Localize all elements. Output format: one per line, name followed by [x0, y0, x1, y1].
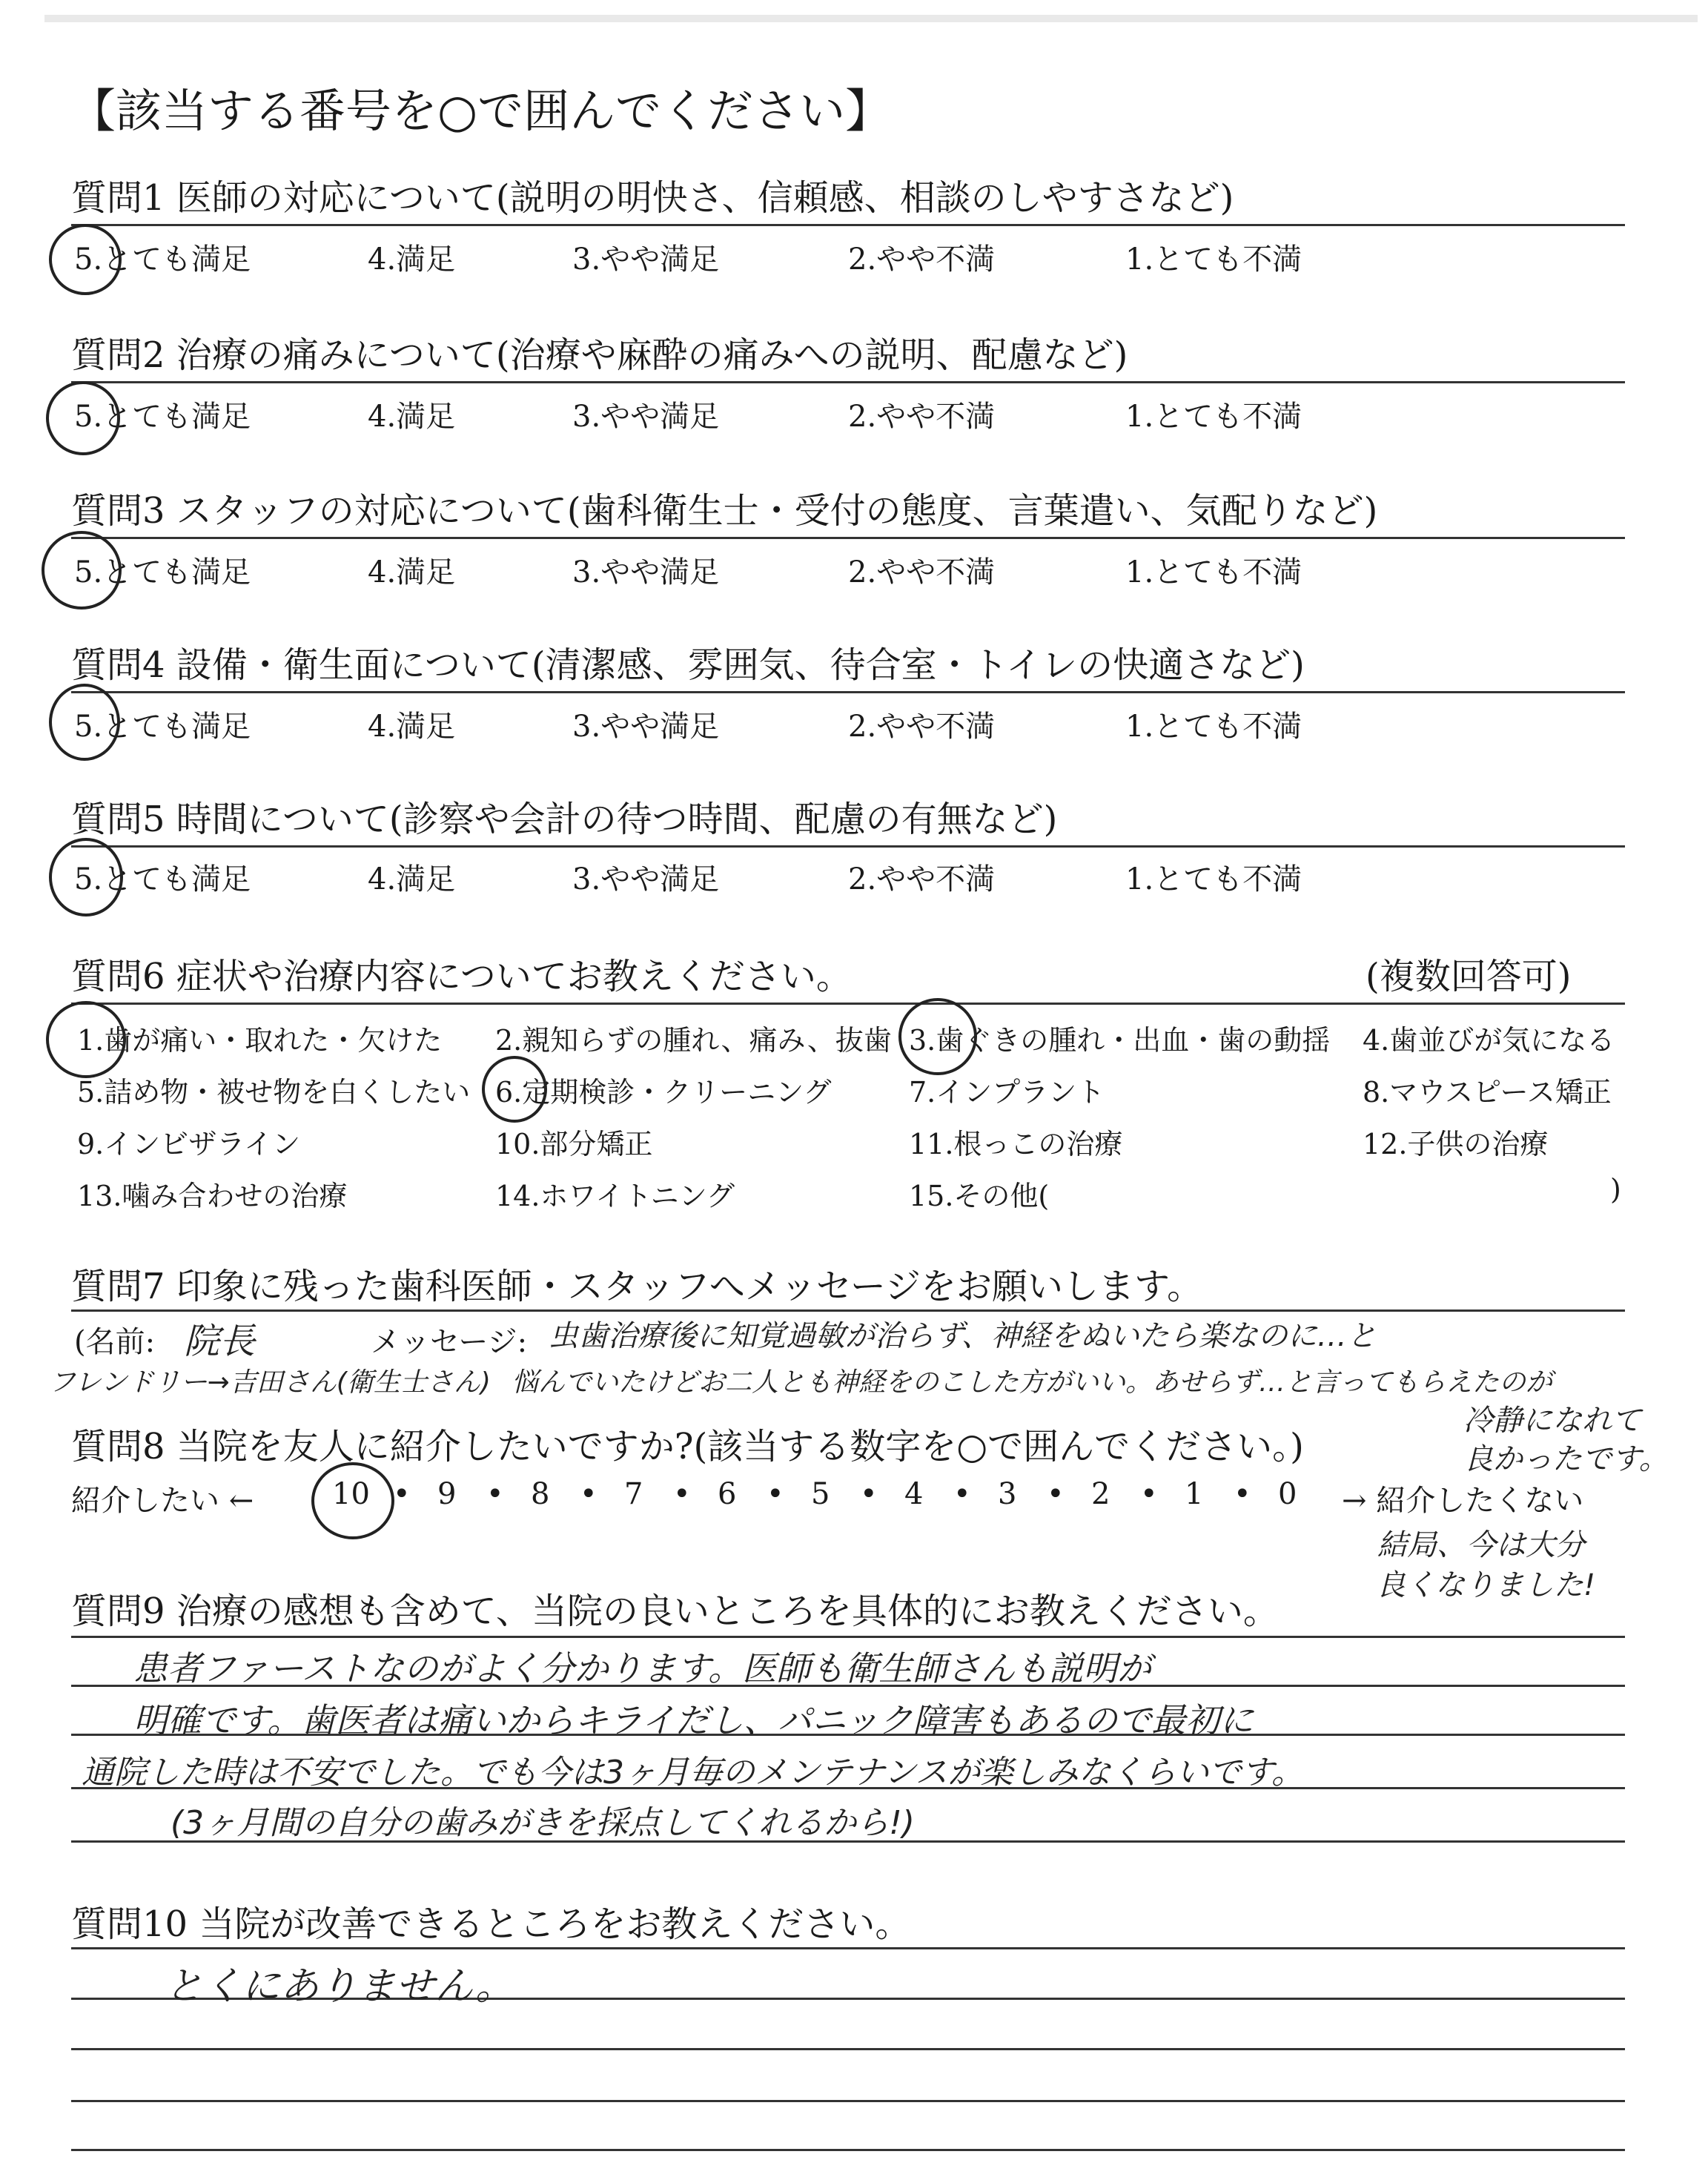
- scan-edge: [44, 15, 1698, 22]
- question-5-rule: [71, 845, 1625, 848]
- q8-scale-7[interactable]: 7: [624, 1477, 643, 1511]
- q10-answer: とくにありません。: [165, 1964, 514, 2009]
- q7-message-side-2: 良かったです。: [1463, 1442, 1669, 1476]
- q10-line-5: [71, 2149, 1625, 2151]
- q5-option-4[interactable]: 4.満足: [368, 862, 456, 896]
- q8-scale-10[interactable]: 10: [332, 1477, 370, 1511]
- q6-item-10[interactable]: 10.部分矯正: [495, 1128, 653, 1160]
- q5-selection-circle: [49, 838, 123, 916]
- q8-dot-5: •: [767, 1477, 784, 1511]
- q8-scale-3[interactable]: 3: [998, 1477, 1017, 1511]
- q8-dot-7: •: [953, 1477, 971, 1511]
- question-5-title: 質問5 時間について(診察や会計の待つ時間、配慮の有無など): [71, 799, 1058, 840]
- question-2-title: 質問2 治療の痛みについて(治療や麻酔の痛みへの説明、配慮など): [71, 334, 1128, 376]
- q8-right-label: → 紹介したくない: [1342, 1484, 1584, 1518]
- q8-scale-4[interactable]: 4: [904, 1477, 924, 1511]
- q1-option-2[interactable]: 2.やや不満: [848, 242, 996, 277]
- q8-dot-3: •: [580, 1477, 598, 1511]
- question-1-rule: [71, 224, 1625, 226]
- question-9-title: 質問9 治療の感想も含めて、当院の良いところを具体的にお教えください。: [71, 1591, 1279, 1632]
- q9-answer-line-1: 患者ファーストなのがよく分かります。医師も衛生師さんも説明が: [133, 1648, 1152, 1688]
- q7-name-handwritten: 院長: [184, 1321, 256, 1362]
- question-6-note: (複数回答可): [1366, 956, 1572, 997]
- q3-option-4[interactable]: 4.満足: [368, 555, 456, 589]
- q8-selection-circle: [311, 1462, 394, 1539]
- q5-option-3[interactable]: 3.やや満足: [572, 862, 720, 896]
- q3-selection-circle: [42, 531, 122, 610]
- q8-left-label: 紹介したい ←: [71, 1484, 254, 1518]
- q9-answer-line-4: (3ヶ月間の自分の歯みがきを採点してくれるから!): [171, 1804, 915, 1842]
- q6-item-11[interactable]: 11.根っこの治療: [909, 1128, 1123, 1160]
- q4-option-3[interactable]: 3.やや満足: [572, 710, 720, 744]
- q1-option-5[interactable]: 5.とても満足: [74, 242, 251, 277]
- q5-option-1[interactable]: 1.とても不満: [1125, 862, 1302, 896]
- q7-message-side-1: 冷静になれて: [1463, 1404, 1641, 1438]
- q1-option-4[interactable]: 4.満足: [368, 242, 456, 277]
- q6-item-14[interactable]: 14.ホワイトニング: [495, 1180, 735, 1212]
- q4-option-1[interactable]: 1.とても不満: [1125, 710, 1302, 744]
- question-4-rule: [71, 691, 1625, 693]
- q1-option-1[interactable]: 1.とても不満: [1125, 242, 1302, 277]
- q3-option-5[interactable]: 5.とても満足: [74, 555, 251, 589]
- q8-dot-1: •: [393, 1477, 411, 1511]
- question-10-title: 質問10 当院が改善できるところをお教えください。: [71, 1903, 911, 1945]
- q8-dot-4: •: [673, 1477, 691, 1511]
- q5-option-5[interactable]: 5.とても満足: [74, 862, 251, 896]
- q6-item-6[interactable]: 6.定期検診・クリーニング: [495, 1076, 832, 1109]
- q3-option-1[interactable]: 1.とても不満: [1125, 555, 1302, 589]
- q7-message-line-1: 虫歯治療後に知覚過敏が治らず、神経をぬいたら楽なのに…と: [549, 1319, 1377, 1353]
- question-2-rule: [71, 381, 1625, 383]
- q6-item-5[interactable]: 5.詰め物・被せ物を白くしたい: [77, 1076, 471, 1109]
- q9-line-1: [71, 1636, 1625, 1638]
- q3-option-3[interactable]: 3.やや満足: [572, 555, 720, 589]
- q6-item-1[interactable]: 1.歯が痛い・取れた・欠けた: [77, 1024, 443, 1057]
- q6-item-8[interactable]: 8.マウスピース矯正: [1363, 1076, 1612, 1109]
- q8-scale-5[interactable]: 5: [811, 1477, 830, 1511]
- q8-scale-8[interactable]: 8: [531, 1477, 550, 1511]
- q9-answer-line-2: 明確です。歯医者は痛いからキライだし、パニック障害もあるので最初に: [133, 1700, 1254, 1740]
- q7-name-line-2: フレンドリー→吉田さん(衛生士さん): [49, 1367, 491, 1398]
- question-6-title: 質問6 症状や治療内容についてお教えください。: [71, 956, 852, 997]
- q6-item-7[interactable]: 7.インプラント: [909, 1076, 1105, 1109]
- q2-option-5[interactable]: 5.とても満足: [74, 400, 251, 434]
- q2-option-2[interactable]: 2.やや不満: [848, 400, 996, 434]
- q7-message-label: メッセージ:: [371, 1325, 528, 1359]
- q6-item-15-close: ): [1610, 1173, 1621, 1206]
- q6-selection-circle-1: [46, 1001, 126, 1078]
- form-header: 【該当する番号を○で囲んでください】: [70, 84, 892, 138]
- q2-selection-circle: [46, 381, 120, 455]
- q5-option-2[interactable]: 2.やや不満: [848, 862, 996, 896]
- q10-line-1: [71, 1947, 1625, 1949]
- q8-dot-10: •: [1234, 1477, 1251, 1511]
- q8-scale-0[interactable]: 0: [1278, 1477, 1297, 1511]
- question-1-title: 質問1 医師の対応について(説明の明快さ、信頼感、相談のしやすさなど): [71, 177, 1234, 219]
- q8-scale-2[interactable]: 2: [1091, 1477, 1110, 1511]
- q1-option-3[interactable]: 3.やや満足: [572, 242, 720, 277]
- q7-message-line-2: 悩んでいたけどお二人とも神経をのこした方がいい。あせらず…と言ってもらえたのが: [512, 1367, 1553, 1398]
- q4-option-2[interactable]: 2.やや不満: [848, 710, 996, 744]
- q2-option-4[interactable]: 4.満足: [368, 400, 456, 434]
- question-8-title: 質問8 当院を友人に紹介したいですか?(該当する数字を○で囲んでください。): [71, 1426, 1304, 1467]
- question-3-rule: [71, 537, 1625, 539]
- q2-option-1[interactable]: 1.とても不満: [1125, 400, 1302, 434]
- q6-item-3[interactable]: 3.歯ぐきの腫れ・出血・歯の動揺: [909, 1024, 1331, 1057]
- q4-selection-circle: [49, 684, 120, 761]
- q6-item-13[interactable]: 13.噛み合わせの治療: [77, 1180, 348, 1212]
- q8-side-note-1: 結局、今は大分: [1377, 1528, 1585, 1562]
- q1-selection-circle: [49, 224, 122, 295]
- q6-selection-circle-3: [898, 998, 977, 1075]
- q6-item-9[interactable]: 9.インビザライン: [77, 1128, 301, 1160]
- q8-dot-8: •: [1047, 1477, 1065, 1511]
- q3-option-2[interactable]: 2.やや不満: [848, 555, 996, 589]
- q4-option-4[interactable]: 4.満足: [368, 710, 456, 744]
- q8-scale-6[interactable]: 6: [718, 1477, 737, 1511]
- q8-scale-1[interactable]: 1: [1185, 1477, 1204, 1511]
- q8-dot-2: •: [486, 1477, 504, 1511]
- q8-side-note-2: 良くなりました!: [1376, 1568, 1596, 1602]
- q10-line-4: [71, 2100, 1625, 2102]
- q8-dot-9: •: [1140, 1477, 1158, 1511]
- q8-scale-9[interactable]: 9: [437, 1477, 457, 1511]
- q4-option-5[interactable]: 5.とても満足: [74, 710, 251, 744]
- question-3-title: 質問3 スタッフの対応について(歯科衛生士・受付の態度、言葉遣い、気配りなど): [71, 490, 1378, 532]
- q6-item-12[interactable]: 12.子供の治療: [1363, 1128, 1549, 1160]
- question-7-title: 質問7 印象に残った歯科医師・スタッフへメッセージをお願いします。: [71, 1266, 1203, 1307]
- q6-item-15[interactable]: 15.その他(: [909, 1180, 1050, 1212]
- q10-line-3: [71, 2048, 1625, 2050]
- question-4-title: 質問4 設備・衛生面について(清潔感、雰囲気、待合室・トイレの快適さなど): [71, 644, 1305, 686]
- q6-selection-circle-6: [482, 1056, 547, 1123]
- q2-option-3[interactable]: 3.やや満足: [572, 400, 720, 434]
- question-7-rule: [71, 1309, 1625, 1312]
- q7-name-label: (名前:: [74, 1325, 156, 1359]
- q6-item-2[interactable]: 2.親知らずの腫れ、痛み、抜歯: [495, 1024, 892, 1057]
- q9-answer-line-3: 通院した時は不安でした。でも今は3ヶ月毎のメンテナンスが楽しみなくらいです。: [82, 1754, 1304, 1791]
- q6-item-4[interactable]: 4.歯並びが気になる: [1363, 1024, 1615, 1057]
- q8-dot-6: •: [860, 1477, 878, 1511]
- question-6-rule: [71, 1003, 1625, 1005]
